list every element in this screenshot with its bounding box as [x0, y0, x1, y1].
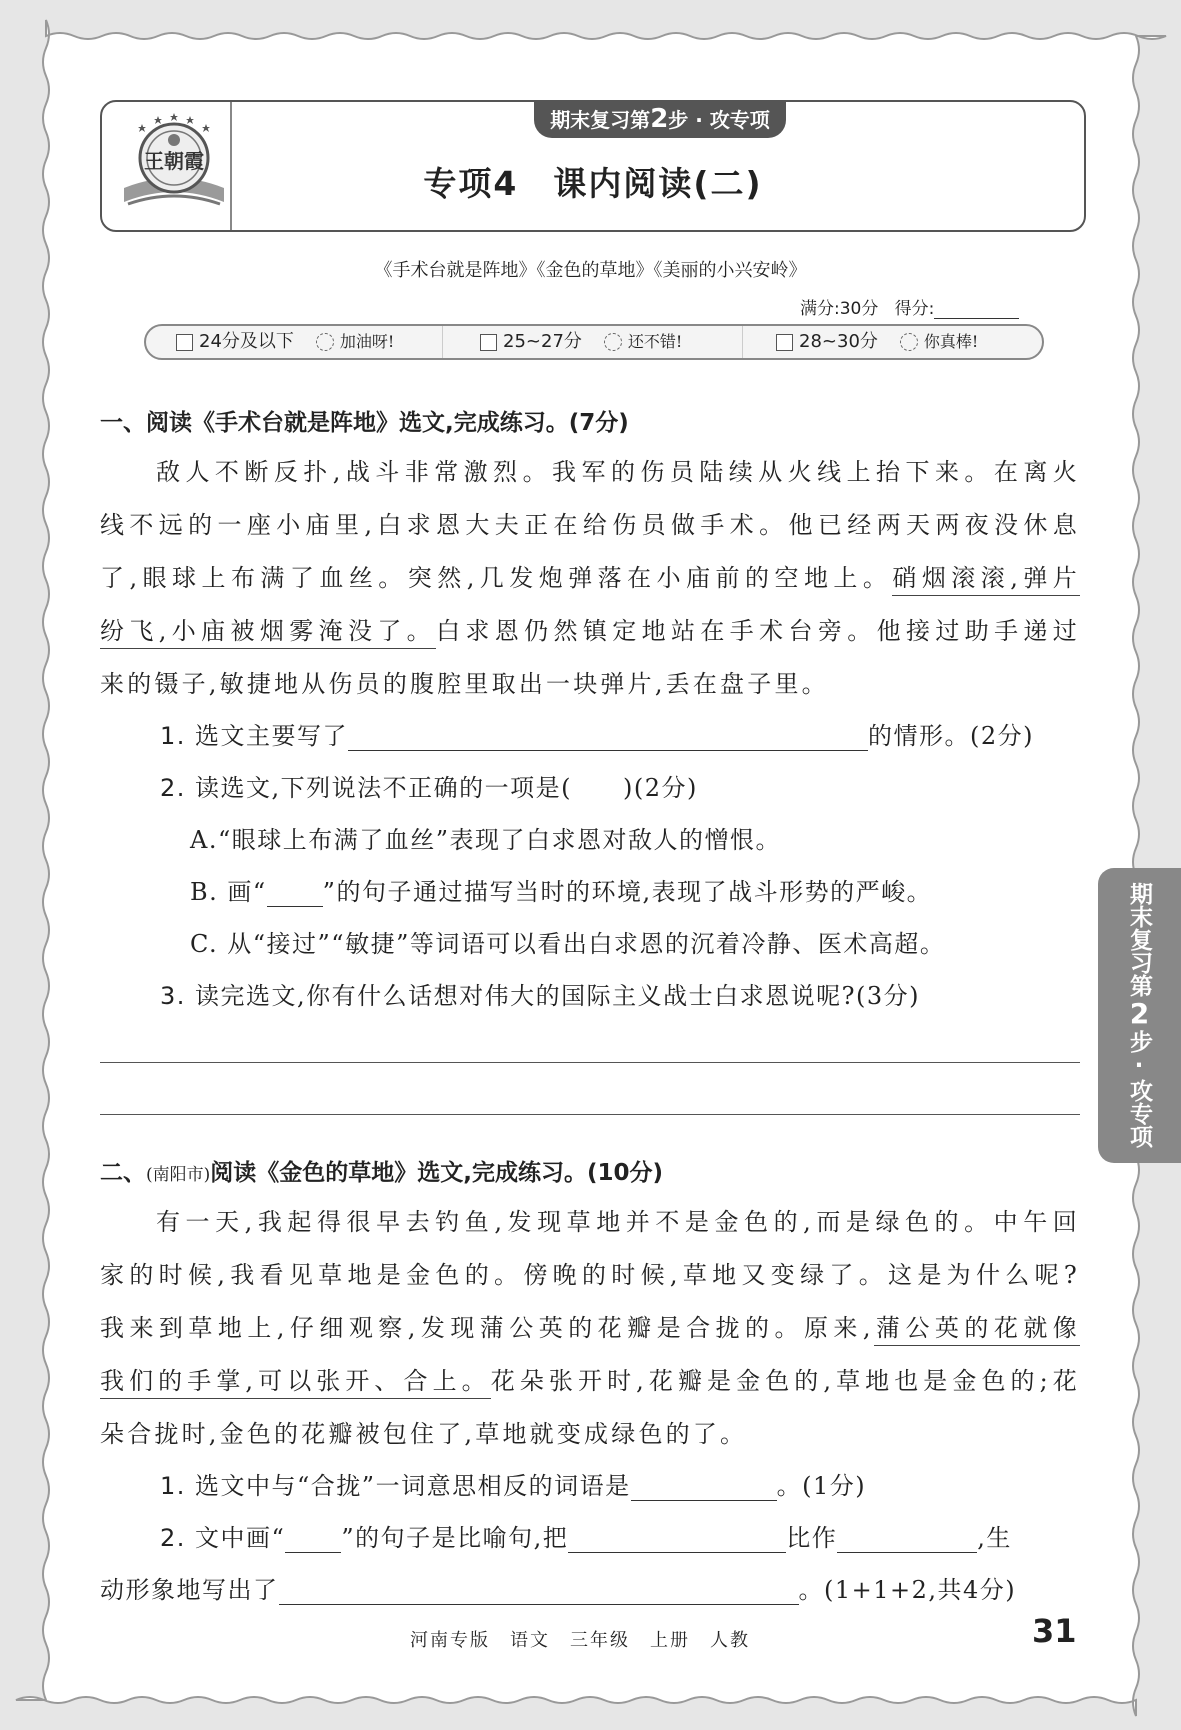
- heading-text: 阅读《金色的草地》选文,完成练习。(10分): [210, 1160, 664, 1186]
- step-tab-suffix: 步 · 攻专项: [668, 108, 770, 132]
- step-tab-num: 2: [650, 104, 669, 134]
- rating-cheer: 加油呀!: [339, 332, 395, 351]
- question-text: 读完选文,你有什么话想对伟大的国际主义战士白求恩说呢?(3分): [185, 982, 921, 1010]
- question-text: 。(1+1+2,共4分): [798, 1576, 1017, 1604]
- question-number: 2.: [160, 774, 186, 802]
- passage-line: 来的镊子,敏捷地从伤员的腹腔里取出一块弹片,丢在盘子里。: [100, 670, 829, 698]
- rating-option-3[interactable]: [776, 329, 978, 355]
- step-tab: [534, 100, 786, 138]
- passage-text: 了,眼球上布满了血丝。突然,几发炮弹落在小庙前的空地上。: [100, 564, 893, 592]
- section-2-passage: [100, 1196, 1080, 1461]
- header-banner: [100, 100, 1086, 232]
- passage-text: 我来到草地上,仔细观察,发现蒲公英的花瓣是合拢的。原来,: [100, 1314, 874, 1342]
- answer-line[interactable]: [100, 1062, 1080, 1063]
- question-text: ”的句子是比喻句,把: [341, 1524, 569, 1552]
- section-2-heading: [100, 1154, 663, 1187]
- lesson-list: 《手术台就是阵地》《金色的草地》《美丽的小兴安岭》: [374, 260, 807, 281]
- question-text: 读选文,下列说法不正确的一项是( )(2分): [185, 774, 698, 802]
- answer-blank[interactable]: [837, 1526, 977, 1553]
- question-text: 的情形。(2分): [868, 722, 1035, 750]
- full-score: 满分:30分: [800, 299, 879, 319]
- question-text: 选文中与“合拢”一词意思相反的词语是: [185, 1472, 631, 1500]
- region-tag: (南阳市): [146, 1165, 211, 1185]
- section-1-passage: [100, 446, 1080, 711]
- underlined-sentence: 纷飞,小庙被烟雾淹没了。: [100, 617, 436, 649]
- passage-line: 朵合拢时,金色的花瓣被包住了,草地就变成绿色的了。: [100, 1420, 748, 1448]
- side-tab-suffix: 步·攻专项: [1126, 1030, 1152, 1148]
- option-b[interactable]: [190, 872, 1170, 907]
- question-2-1: [160, 1466, 1140, 1501]
- passage-line: 家的时候,我看见草地是金色的。傍晚的时候,草地又变绿了。这是为什么呢?: [100, 1261, 1080, 1289]
- checkbox-icon[interactable]: [480, 334, 497, 351]
- rating-range: 25~27分: [503, 331, 582, 352]
- answer-blank[interactable]: [568, 1526, 786, 1553]
- rating-range: 28~30分: [799, 331, 878, 352]
- heading-text: 二、: [100, 1160, 146, 1186]
- side-tab-prefix: 期末复习第: [1126, 882, 1152, 997]
- question-text: ,生: [977, 1524, 1012, 1552]
- passage-line: [100, 552, 1080, 605]
- smiley-icon: [900, 333, 918, 351]
- checkbox-icon[interactable]: [176, 334, 193, 351]
- rating-range: 24分及以下: [199, 331, 294, 352]
- step-tab-prefix: 期末复习第: [550, 108, 651, 132]
- rating-cheer: 你真棒!: [923, 332, 979, 351]
- question-1-1: [160, 716, 1140, 751]
- passage-text: 白求恩仍然镇定地站在手术台旁。他接过助手递过: [436, 617, 1081, 645]
- answer-blank[interactable]: [279, 1578, 799, 1605]
- rating-option-1[interactable]: [176, 329, 394, 355]
- side-tab-num: 2: [1123, 997, 1156, 1030]
- passage-line: 有一天,我起得很早去钓鱼,发现草地并不是金色的,而是绿色的。中午回: [156, 1208, 1080, 1236]
- underlined-sentence: 蒲公英的花就像: [874, 1314, 1080, 1346]
- passage-line: [100, 1302, 1080, 1355]
- question-text: 选文主要写了: [185, 722, 349, 750]
- side-chapter-tab: [1098, 868, 1181, 1163]
- question-1-3: [160, 976, 1140, 1011]
- option-a[interactable]: A.“眼球上布满了血丝”表现了白求恩对敌人的憎恨。: [190, 826, 781, 854]
- underlined-sentence: 硝烟滚滚,弹片: [892, 564, 1080, 596]
- option-text: B. 画“: [190, 878, 267, 906]
- score-line: [800, 294, 1019, 319]
- self-rating-bar: [144, 324, 1044, 360]
- question-text: 动形象地写出了: [100, 1576, 279, 1604]
- page-title: 专项4 课内阅读(二): [423, 164, 763, 203]
- score-blank[interactable]: [934, 300, 1019, 319]
- rating-divider: [442, 326, 443, 358]
- logo-text: 王朝霞: [144, 149, 204, 173]
- section-1-heading: 一、阅读《手术台就是阵地》选文,完成练习。(7分): [100, 410, 629, 436]
- question-number: 1.: [160, 722, 186, 750]
- option-c[interactable]: C. 从“接过”“敏捷”等词语可以看出白求恩的沉着冷静、医术高超。: [190, 930, 946, 958]
- page-number: 31: [1032, 1612, 1077, 1650]
- passage-line: 线不远的一座小庙里,白求恩大夫正在给伤员做手术。他已经两天两夜没休息: [100, 511, 1080, 539]
- question-text: 文中画“: [185, 1524, 286, 1552]
- question-number: 1.: [160, 1472, 186, 1500]
- rating-divider: [742, 326, 743, 358]
- passage-line: [100, 605, 1080, 658]
- answer-line[interactable]: [100, 1114, 1080, 1115]
- checkbox-icon[interactable]: [776, 334, 793, 351]
- score-label: 得分:: [894, 299, 935, 319]
- question-2-2-cont: [100, 1570, 1080, 1605]
- passage-text: 花朵张开时,花瓣是金色的,草地也是金色的;花: [490, 1367, 1080, 1395]
- footer-edition: 河南专版 语文 三年级 上册 人教: [410, 1630, 750, 1651]
- answer-blank[interactable]: [631, 1474, 777, 1501]
- question-2-2: [160, 1518, 1140, 1553]
- smiley-icon: [316, 333, 334, 351]
- underline-sample: [285, 1538, 341, 1553]
- question-text: 比作: [786, 1524, 838, 1552]
- smiley-icon: [604, 333, 622, 351]
- option-text: ”的句子通过描写当时的环境,表现了战斗形势的严峻。: [322, 878, 933, 906]
- passage-line: [100, 1355, 1080, 1408]
- rating-option-2[interactable]: [480, 329, 682, 355]
- question-1-2: [160, 768, 1140, 803]
- underlined-sentence: 我们的手掌,可以张开、合上。: [100, 1367, 491, 1399]
- passage-line: 敌人不断反扑,战斗非常激烈。我军的伤员陆续从火线上抬下来。在离火: [156, 458, 1080, 486]
- underline-sample: [267, 892, 323, 907]
- question-number: 3.: [160, 982, 186, 1010]
- answer-blank[interactable]: [348, 724, 868, 751]
- rating-cheer: 还不错!: [627, 332, 683, 351]
- question-text: 。(1分): [776, 1472, 867, 1500]
- question-number: 2.: [160, 1524, 186, 1552]
